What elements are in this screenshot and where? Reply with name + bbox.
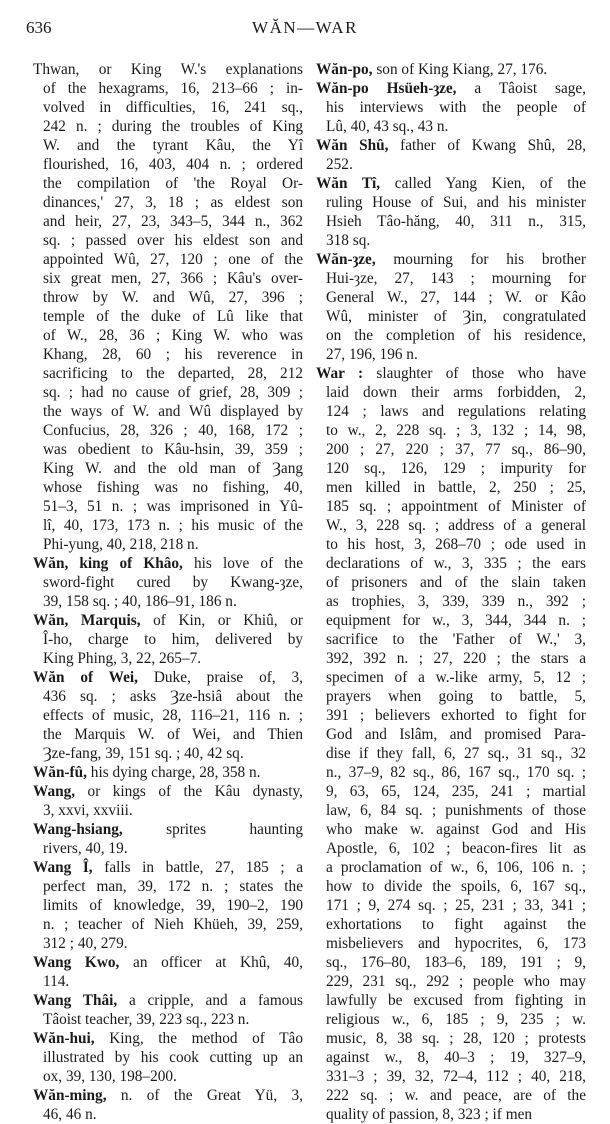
entry-line: 3, xxvi, xxviii. xyxy=(43,802,133,819)
entry-line xyxy=(33,763,303,782)
entry-headword: Wang, xyxy=(33,783,76,800)
entry-line: 39, 158 sq. ; 40, 186–91, 186 n. xyxy=(43,593,237,610)
index-entry xyxy=(33,763,303,782)
entry-line xyxy=(33,991,303,1010)
entry-line: 436 sq. ; asks Ȝze-hsiâ about the xyxy=(43,688,303,705)
entry-text: father of Kwang Shû, 28, xyxy=(388,137,586,154)
entry-line: of prisoners and of the slain taken xyxy=(326,574,586,591)
entry-line: equipment for w., 3, 344, 344 n. ; xyxy=(326,612,586,629)
entry-line: music, 8, 38 sq. ; 28, 120 ; protests xyxy=(326,1030,586,1047)
entry-line: as trophies, 3, 339, 339 n., 392 ; xyxy=(326,593,586,610)
entry-line: 200 ; 27, 220 ; 37, 77 sq., 86–90, xyxy=(326,441,586,458)
entry-line: King W. and the old man of Ȝang xyxy=(43,460,303,477)
entry-line xyxy=(316,136,586,155)
entry-line: King Phing, 3, 22, 265–7. xyxy=(43,650,202,667)
entry-line xyxy=(33,554,303,573)
entry-line: laid down their arms forbidden, 2, xyxy=(326,384,586,401)
entry-line: who make w. against God and His xyxy=(326,821,586,838)
index-entry xyxy=(316,136,586,174)
entry-line: appointed Wû, 27, 120 ; one of the xyxy=(43,251,303,268)
entry-text: slaughter of those who have xyxy=(363,365,586,382)
page-header xyxy=(0,18,610,44)
entry-line: 331–3 ; 39, 32, 72–4, 112 ; 40, 218, xyxy=(326,1068,586,1085)
entry-line: of W., 28, 36 ; King W. who was xyxy=(43,327,303,344)
entry-line xyxy=(33,953,303,972)
entry-text: an officer at Khû, 40, xyxy=(119,954,303,971)
entry-line: how to divide the spoils, 6, 167 sq., xyxy=(326,878,586,895)
entry-line: the ways of W. and Wû displayed by xyxy=(43,403,303,420)
entry-text: falls in battle, 27, 185 ; a xyxy=(92,859,303,876)
entry-text: of Kin, or Khiû, or xyxy=(140,612,303,629)
entry-line: 124 ; laws and regulations relating xyxy=(326,403,586,420)
entry-line xyxy=(316,174,586,193)
entry-line: and heir, 27, 23, 343–5, 344 n., 362 xyxy=(43,213,303,230)
entry-line: whose fishing was no fishing, 40, xyxy=(43,479,303,496)
entry-line: 114. xyxy=(43,973,70,990)
entry-line: General W., 27, 144 ; W. or Kâo xyxy=(326,289,586,306)
entry-line: 46, 46 n. xyxy=(43,1106,97,1123)
entry-line: 171 ; 9, 274 sq. ; 25, 231 ; 33, 341 ; xyxy=(326,897,586,914)
index-entry xyxy=(33,554,303,611)
entry-line: misbelievers and hypocrites, 6, 173 xyxy=(326,935,586,952)
entry-text: a Tâoist sage, xyxy=(456,80,586,97)
entry-line: limits of knowledge, 39, 190–2, 190 xyxy=(43,897,303,914)
entry-line: to w., 2, 228 sq. ; 3, 132 ; 14, 98, xyxy=(326,422,586,439)
entry-line: 27, 196, 196 n. xyxy=(326,346,418,363)
entry-line: 252. xyxy=(326,156,353,173)
entry-line: temple of the duke of Lû like that xyxy=(43,308,303,325)
entry-line: 9, 63, 65, 124, 235, 241 ; martial xyxy=(326,783,586,800)
entry-text: mourning for his brother xyxy=(375,251,586,268)
entry-line: Î-ho, charge to him, delivered by xyxy=(43,631,303,648)
entry-line: 312 ; 40, 279. xyxy=(43,935,128,952)
entry-headword: Wăn-po, xyxy=(316,61,373,78)
index-entry xyxy=(316,79,586,136)
entry-line: n., 37–9, 82 sq., 86, 167 sq., 170 sq. ; xyxy=(326,764,586,781)
entry-headword: Wang Thâi, xyxy=(33,992,118,1009)
entry-text: called Yang Kien, of the xyxy=(380,175,586,192)
entry-line: effects of music, 28, 116–21, 116 n. ; xyxy=(43,707,303,724)
entry-headword: Wăn-po Hsüeh-ȝze, xyxy=(316,80,457,97)
entry-text: his love of the xyxy=(182,555,303,572)
entry-headword: Wăn Shû, xyxy=(316,137,389,154)
left-column xyxy=(33,60,303,1124)
entry-line: Lû, 40, 43 sq., 43 n. xyxy=(326,118,449,135)
entry-line: sq., 176–80, 183–6, 189, 191 ; 9, xyxy=(326,954,586,971)
index-entry xyxy=(33,60,303,554)
entry-line: Ȝze-fang, 39, 151 sq. ; 40, 42 sq. xyxy=(43,745,244,762)
entry-line: lawfully be excused from fighting in xyxy=(326,992,586,1009)
entry-line: flourished, 16, 403, 404 n. ; ordered xyxy=(43,156,303,173)
entry-text: sprites haunting xyxy=(122,821,303,838)
entry-line: 51–3, 51 n. ; was imprisoned in Yû- xyxy=(43,498,303,515)
entry-line: dise if they fall, 6, 27 sq., 31 sq., 32 xyxy=(326,745,586,762)
entry-line: prayers when going to battle, 5, xyxy=(326,688,586,705)
entry-line xyxy=(33,1086,303,1105)
entry-line: law, 6, 84 sq. ; punishments of those xyxy=(326,802,586,819)
entry-text: or kings of the Kâu dynasty, xyxy=(75,783,303,800)
entry-text: his dying charge, 28, 358 n. xyxy=(86,764,261,781)
entry-line: Hui-ȝze, 27, 143 ; mourning for xyxy=(326,270,586,287)
entry-line: exhortations to fight against the xyxy=(326,916,586,933)
entry-line: quality of passion, 8, 323 ; if men xyxy=(326,1106,533,1123)
entry-line: Wû, minister of Ȝin, congratulated xyxy=(326,308,586,325)
entry-headword: Wăn Tî, xyxy=(316,175,381,192)
entry-line: was obedient to Kâu-hsin, 39, 359 ; xyxy=(43,441,303,458)
entry-text: Duke, praise of, 3, xyxy=(137,669,303,686)
entry-line: illustrated by his cook cutting up an xyxy=(43,1049,303,1066)
index-entry xyxy=(33,668,303,763)
index-entry xyxy=(33,1029,303,1086)
entry-line: religious w., 6, 185 ; 9, 235 ; w. xyxy=(326,1011,586,1028)
entry-line: Apostle, 6, 102 ; beacon-fires lit as xyxy=(326,840,586,857)
entry-line: declarations of w., 3, 335 ; the ears xyxy=(326,555,586,572)
index-entry xyxy=(33,611,303,668)
entry-text: son of King Kiang, 27, 176. xyxy=(372,61,548,78)
index-entry xyxy=(33,820,303,858)
entry-headword: Wang Î, xyxy=(33,859,93,876)
entry-headword: Wang Kwo, xyxy=(33,954,120,971)
entry-line xyxy=(33,1029,303,1048)
entry-text: King, the method of Tâo xyxy=(94,1030,303,1047)
entry-line: Hsieh Tâo-hăng, 40, 311 n., 315, xyxy=(326,213,586,230)
entry-line: 222 sq. ; w. and peace, are of the xyxy=(326,1087,586,1104)
index-entry xyxy=(33,782,303,820)
right-column xyxy=(316,60,586,1124)
entry-line: a proclamation of w., 6, 106, 106 n. ; xyxy=(326,859,586,876)
index-entry xyxy=(316,250,586,364)
entry-line xyxy=(33,858,303,877)
entry-line: against w., 8, 40–3 ; 19, 327–9, xyxy=(326,1049,586,1066)
entry-headword: Wăn-fû, xyxy=(33,764,87,781)
entry-line: lî, 40, 173, 173 n. ; his music of the xyxy=(43,517,303,534)
running-head: WĂN—WAR xyxy=(252,18,358,37)
entry-text: n. of the Great Yü, 3, xyxy=(106,1087,303,1104)
entry-headword: Wăn of Wei, xyxy=(33,669,138,686)
entry-line: the Marquis W. of Wei, and Thien xyxy=(43,726,303,743)
entry-headword: Wăn-hui, xyxy=(33,1030,95,1047)
index-entry xyxy=(33,1086,303,1124)
entry-line: throw by W. and Wû, 27, 396 ; xyxy=(43,289,303,306)
entry-line: Tâoist teacher, 39, 223 sq., 223 n. xyxy=(43,1011,250,1028)
entry-headword: Wăn, king of Khâo, xyxy=(33,555,183,572)
entry-line: 229, 231 sq., 292 ; people who may xyxy=(326,973,586,990)
entry-line: 185 sq. ; appointment of Minister of xyxy=(326,498,586,515)
entry-line: volved in difficulties, 16, 241 sq., xyxy=(43,99,303,116)
entry-line: men killed in battle, 2, 250 ; 25, xyxy=(326,479,586,496)
entry-line xyxy=(33,668,303,687)
page-number: 636 xyxy=(26,18,52,37)
entry-line: 120 sq., 126, 129 ; impurity for xyxy=(326,460,586,477)
entry-line: sq. ; passed over his eldest son and xyxy=(43,232,303,249)
index-entry xyxy=(316,60,586,79)
entry-line xyxy=(33,820,303,839)
entry-line: sq. ; had no cause of grief, 28, 309 ; xyxy=(43,384,303,401)
entry-headword: War : xyxy=(316,365,364,382)
entry-line: Thwan, or King W.'s explanations xyxy=(33,61,303,78)
entry-line xyxy=(316,79,586,98)
entry-line: Khang, 28, 60 ; his reverence in xyxy=(43,346,303,363)
entry-line: 392, 392 n. ; 27, 220 ; the stars a xyxy=(326,650,586,667)
entry-line: rivers, 40, 19. xyxy=(43,840,128,857)
entry-line: on the completion of his residence, xyxy=(326,327,586,344)
entry-line: the compilation of 'the Royal Or- xyxy=(43,175,303,192)
entry-line: ox, 39, 130, 198–200. xyxy=(43,1068,177,1085)
entry-line: 318 sq. xyxy=(326,232,371,249)
entry-line: God and Islâm, and promised Para- xyxy=(326,726,586,743)
entry-headword: Wăn, Marquis, xyxy=(33,612,141,629)
entry-line: specimen of a w.-like army, 5, 12 ; xyxy=(326,669,586,686)
entry-line: his interviews with the people of xyxy=(326,99,586,116)
entry-line: to his host, 3, 268–70 ; ode used in xyxy=(326,536,586,553)
entry-line: six great men, 27, 366 ; Kâu's over- xyxy=(43,270,303,287)
entry-line: ruling House of Sui, and his minister xyxy=(326,194,586,211)
index-entry xyxy=(316,364,586,1124)
entry-line: n. ; teacher of Nieh Khüeh, 39, 259, xyxy=(43,916,303,933)
entry-line: sacrifice to the 'Father of W.,' 3, xyxy=(326,631,586,648)
entry-line xyxy=(33,611,303,630)
entry-line: perfect man, 39, 172 n. ; states the xyxy=(43,878,303,895)
entry-line: Phi-yung, 40, 218, 218 n. xyxy=(43,536,199,553)
entry-line xyxy=(316,250,586,269)
entry-headword: Wăn-ming, xyxy=(33,1087,107,1104)
entry-headword: Wăn-ȝze, xyxy=(316,251,376,268)
entry-headword: Wang-hsiang, xyxy=(33,821,123,838)
entry-line xyxy=(33,782,303,801)
entry-line: of the hexagrams, 16, 213–66 ; in- xyxy=(43,80,303,97)
entry-line xyxy=(316,364,586,383)
entry-line: dinances,' 27, 3, 18 ; as eldest son xyxy=(43,194,303,211)
entry-line: sacrificing to the departed, 28, 212 xyxy=(43,365,303,382)
index-entry xyxy=(33,858,303,953)
index-entry xyxy=(33,953,303,991)
entry-line xyxy=(316,60,586,79)
entry-line: 242 n. ; during the troubles of King xyxy=(43,118,303,135)
entry-text: a cripple, and a famous xyxy=(117,992,303,1009)
index-entry xyxy=(33,991,303,1029)
index-entry xyxy=(316,174,586,250)
entry-line: W., 3, 228 sq. ; address of a general xyxy=(326,517,586,534)
entry-line: Confucius, 28, 326 ; 40, 168, 172 ; xyxy=(43,422,303,439)
entry-line: 391 ; believers exhorted to fight for xyxy=(326,707,586,724)
entry-line: W. and the tyrant Kâu, the Yî xyxy=(43,137,303,154)
entry-line: sword-fight cured by Kwang-ȝze, xyxy=(43,574,303,591)
